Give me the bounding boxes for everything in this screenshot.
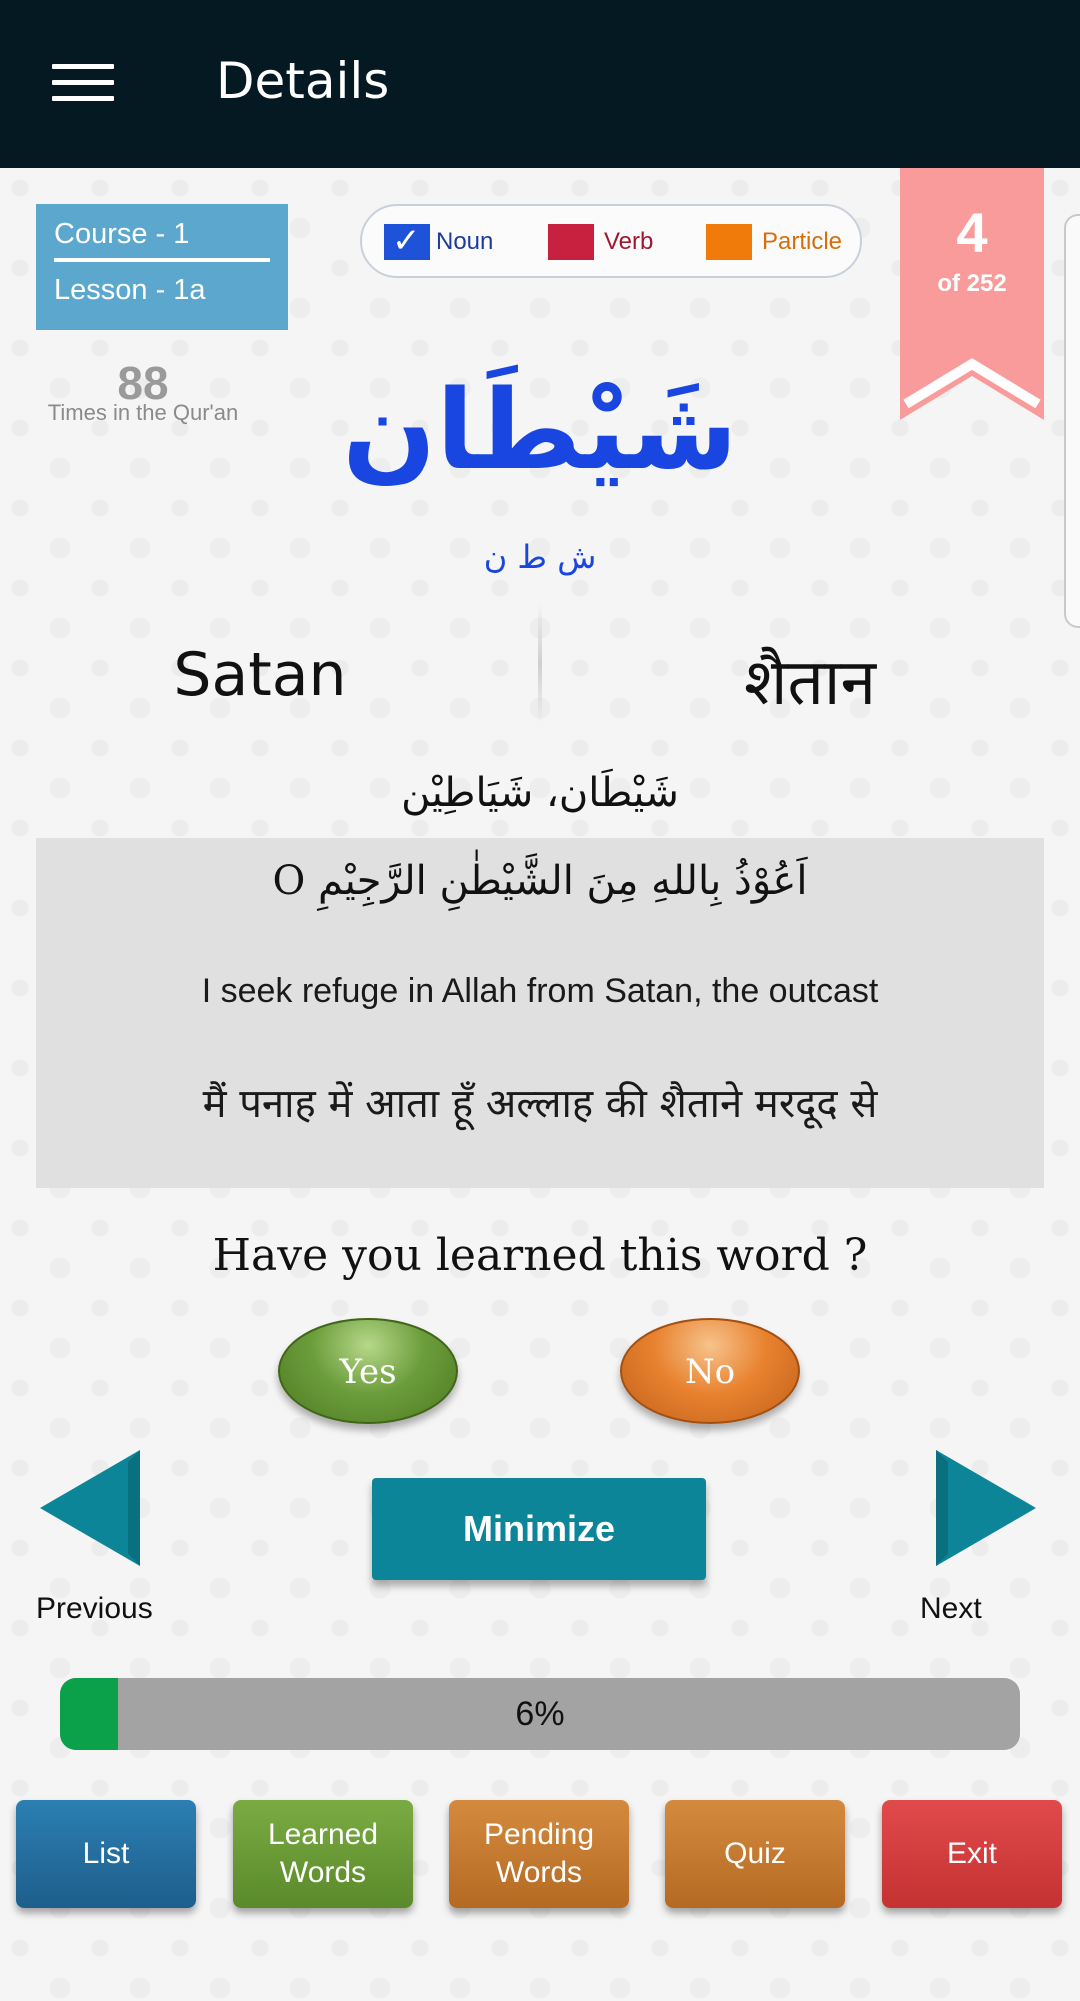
- pending-words-button[interactable]: [449, 1800, 629, 1908]
- meaning-divider: [538, 604, 542, 724]
- learned-question: Have you learned this word ?: [212, 1230, 868, 1281]
- hamburger-menu-icon[interactable]: [52, 64, 114, 104]
- english-meaning: Satan: [173, 640, 347, 710]
- next-arrow-icon[interactable]: [936, 1450, 1036, 1566]
- quiz-button[interactable]: [665, 1800, 845, 1908]
- minimize-button[interactable]: Minimize: [372, 1478, 706, 1580]
- yes-button[interactable]: Yes: [278, 1318, 458, 1424]
- list-button-label: List: [82, 1837, 130, 1870]
- progress-bar: [60, 1678, 1020, 1750]
- previous-arrow-icon[interactable]: [40, 1450, 140, 1566]
- quiz-button-label: Quiz: [724, 1837, 786, 1870]
- plural-forms: شَيْطَان، شَيَاطِيْن: [401, 770, 679, 816]
- legend-particle: Particle: [762, 228, 843, 255]
- particle-swatch: [706, 224, 752, 260]
- pending-words-line2: Words: [495, 1856, 583, 1889]
- occurrence-count: 88: [117, 357, 169, 409]
- word-total: of 252: [937, 270, 1007, 297]
- example-hindi: मैं पनाह में आता हूँ अल्लाह की शैताने मरदूद से: [202, 1081, 878, 1127]
- word-number: 4: [956, 201, 988, 264]
- progress-label: 6%: [515, 1695, 565, 1733]
- learned-words-label: [268, 1816, 378, 1892]
- list-button[interactable]: [16, 1800, 196, 1908]
- page-title: Details: [216, 52, 390, 110]
- app-bar: [0, 0, 1080, 168]
- learned-words-line1: Learned: [267, 1818, 379, 1851]
- word-type-legend: [360, 204, 862, 278]
- lesson-label: Lesson - 1a: [54, 274, 206, 306]
- example-english: I seek refuge in Allah from Satan, the outcast: [201, 972, 879, 1010]
- noun-checked-swatch: [384, 224, 430, 260]
- hindi-meaning: शैतान: [743, 646, 877, 720]
- learned-words-line2: Words: [279, 1856, 367, 1889]
- exit-button[interactable]: [882, 1800, 1062, 1908]
- side-drawer-handle[interactable]: [1064, 214, 1080, 628]
- course-lesson-box: [36, 204, 288, 330]
- legend-noun: Noun: [436, 228, 494, 255]
- pending-words-line1: Pending: [483, 1818, 595, 1851]
- learned-words-button[interactable]: [233, 1800, 413, 1908]
- word-number-ribbon: [900, 168, 1044, 420]
- root-letters: ش ط ن: [483, 538, 597, 576]
- course-label: Course - 1: [54, 218, 270, 262]
- legend-verb: Verb: [604, 228, 654, 255]
- previous-label[interactable]: Previous: [36, 1592, 153, 1625]
- example-box: [36, 838, 1044, 1188]
- example-arabic: اَعُوْذُ بِاللهِ مِنَ الشَّيْطٰنِ الرَّجِيْمِ O: [272, 858, 808, 904]
- occurrence-label: Times in the Qur'an: [47, 400, 239, 425]
- no-button[interactable]: No: [620, 1318, 800, 1424]
- verb-swatch: [548, 224, 594, 260]
- next-label[interactable]: Next: [920, 1592, 982, 1625]
- arabic-word: شَيْطَان: [342, 366, 738, 494]
- exit-button-label: Exit: [946, 1837, 997, 1870]
- pending-words-label: [484, 1816, 594, 1892]
